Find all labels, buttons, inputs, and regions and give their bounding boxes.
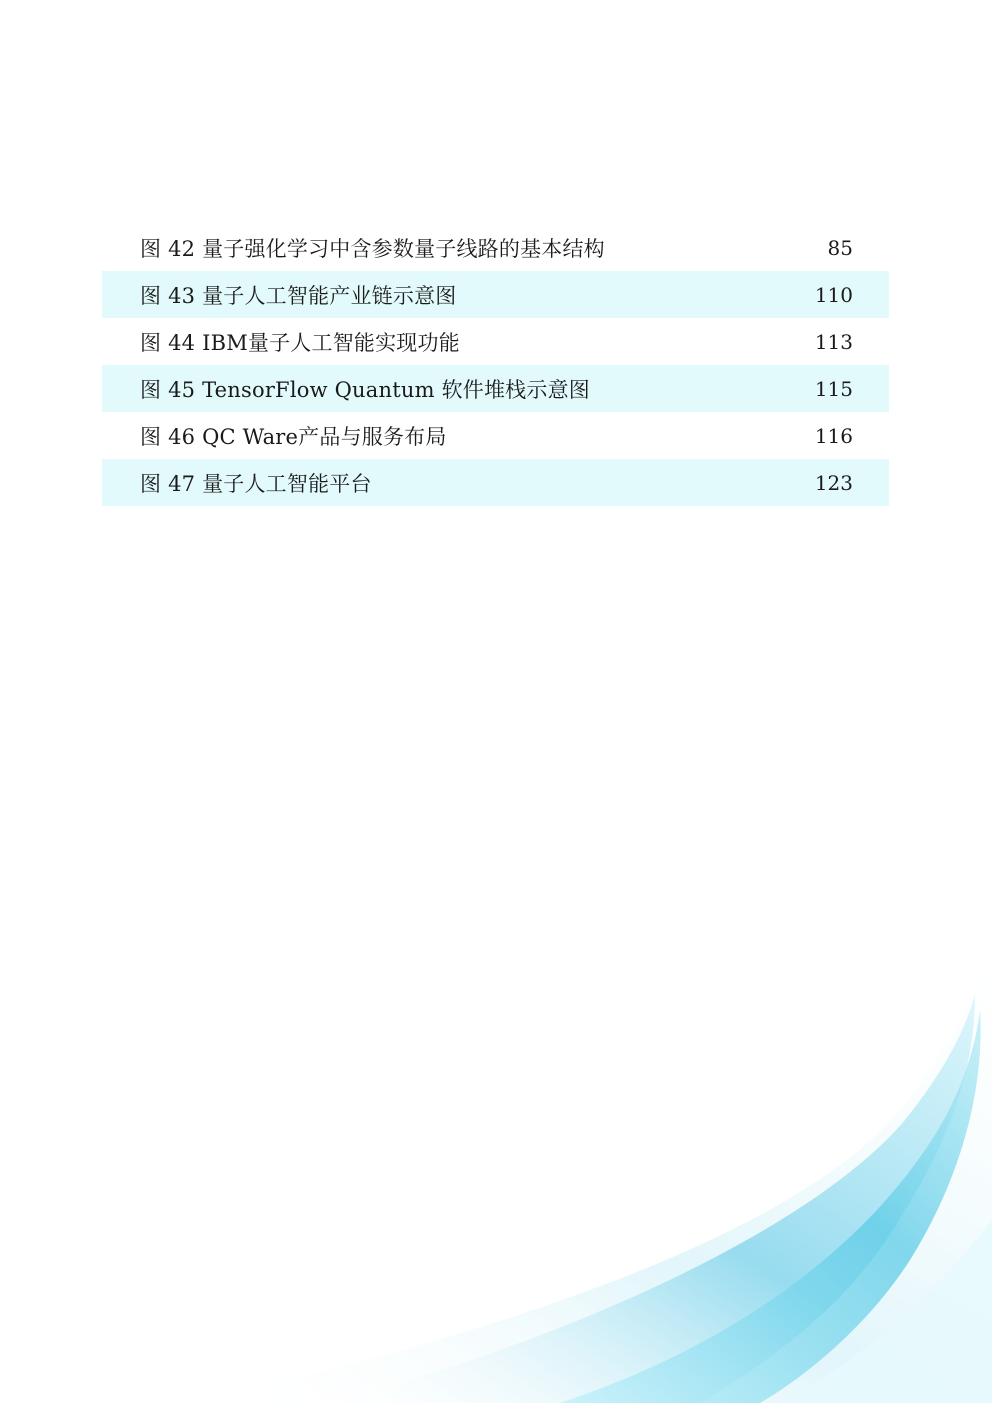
toc-entry-page: 123 (814, 470, 853, 495)
toc-entry-title: 图 45 TensorFlow Quantum 软件堆栈示意图 (140, 377, 590, 402)
toc-entry[interactable] (102, 412, 889, 459)
toc-entry-page: 113 (814, 329, 853, 354)
toc-entry-page: 85 (827, 235, 853, 260)
toc-entry-title: 图 42 量子强化学习中含参数量子线路的基本结构 (140, 236, 605, 261)
toc-entry-title: 图 46 QC Ware产品与服务布局 (140, 424, 447, 449)
figure-list (102, 224, 889, 506)
toc-entry-page: 110 (814, 282, 853, 307)
toc-entry[interactable] (102, 459, 889, 506)
toc-entry-title: 图 43 量子人工智能产业链示意图 (140, 283, 457, 308)
toc-entry-title: 图 44 IBM量子人工智能实现功能 (140, 330, 460, 355)
toc-entry-page: 116 (814, 423, 853, 448)
toc-entry-title: 图 47 量子人工智能平台 (140, 471, 372, 496)
toc-entry-page: 115 (814, 376, 853, 401)
toc-entry[interactable] (102, 224, 889, 271)
toc-entry[interactable] (102, 318, 889, 365)
toc-entry[interactable] (102, 365, 889, 412)
toc-entry[interactable] (102, 271, 889, 318)
